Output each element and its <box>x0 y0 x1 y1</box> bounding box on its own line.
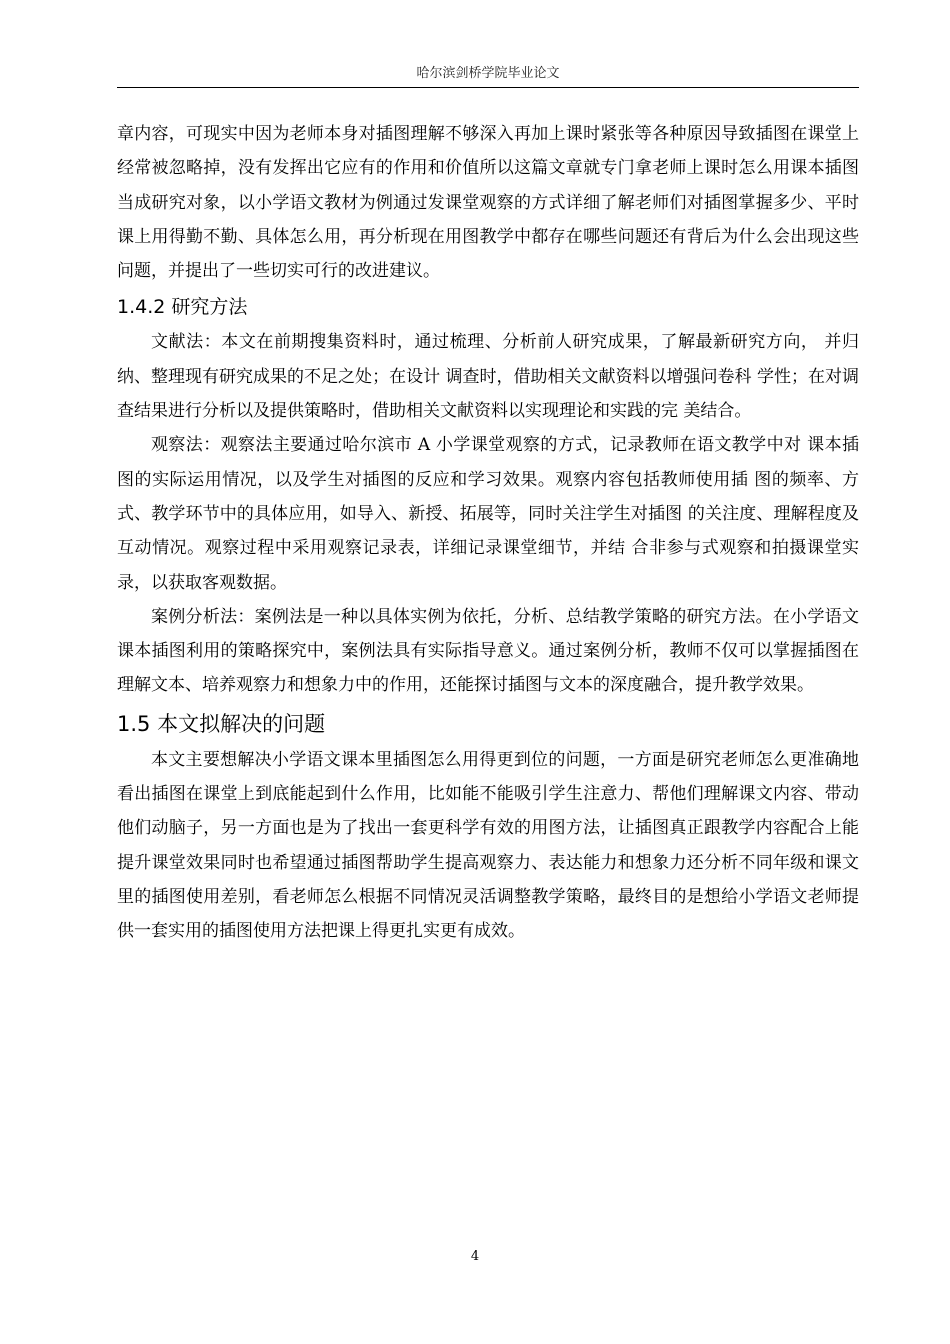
header-rule <box>117 87 859 88</box>
paragraph-case-method: 案例分析法：案例法是一种以具体实例为依托，分析、总结教学策略的研究方法。在小学语文课本插图利用的策略探究中，案例法具有实际指导意义。通过案例分析，教师不仅可以掌握插图在理解文本、培养观察力和想象力中的作用，还能探讨插图与文本的深度融合，提升教学效果。 <box>117 606 859 696</box>
paragraph-continued: 章内容，可现实中因为老师本身对插图理解不够深入再加上课时紧张等各种原因导致插图在课堂上经常被忽略掉，没有发挥出它应有的作用和价值所以这篇文章就专门拿老师上课时怎么用课本插图当成研究对象，以小学语文教材为例通过发课堂观察的方式详细了解老师们对插图掌握多少、平时课上用得勤不勤、具体怎么用，再分析现在用图教学中都存在哪些问题还有背后为什么会出现这些问题，并提出了一些切实可行的改进建议。 <box>117 124 859 282</box>
running-header: 哈尔滨剑桥学院毕业论文 <box>416 66 560 81</box>
page-number: 4 <box>470 1249 480 1264</box>
paragraph-observation-method: 观察法：观察法主要通过哈尔滨市 A 小学课堂观察的方式，记录教师在语文教学中对 课本插图的实际运用情况，以及学生对插图的反应和学习效果。观察内容包括教师使用插 图的频率、方式、教学环节中的具体应用，如导入、新授、拓展等，同时关注学生对插图 的关注度、理解程度及互动情况。观察过程中采用观察记录表，详细记录课堂细节，并结 合非参与式观察和拍摄课堂实录，以获取客观数据。 <box>117 435 859 593</box>
page-body <box>117 117 859 949</box>
section-heading-1-4-2: 1.4.2 研究方法 <box>117 296 248 319</box>
paragraph-literature-method: 文献法：本文在前期搜集资料时，通过梳理、分析前人研究成果，了解最新研究方向， 并归纳、整理现有研究成果的不足之处；在设计 调查时，借助相关文献资料以增强问卷科 学性；在对调查结果进行分析以及提供策略时，借助相关文献资料以实现理论和实践的完 美结合。 <box>117 332 859 422</box>
section-heading-1-5: 1.5 本文拟解决的问题 <box>117 711 326 736</box>
paragraph-problems: 本文主要想解决小学语文课本里插图怎么用得更到位的问题，一方面是研究老师怎么更准确地看出插图在课堂上到底能起到什么作用，比如能不能吸引学生注意力、帮他们理解课文内容、带动他们动脑子，另一方面也是为了找出一套更科学有效的用图方法，让插图真正跟教学内容配合上能提升课堂效果同时也希望通过插图帮助学生提高观察力、表达能力和想象力还分析不同年级和课文里的插图使用差别，看老师怎么根据不同情况灵活调整教学策略，最终目的是想给小学语文老师提供一套实用的插图使用方法把课上得更扎实更有成效。 <box>117 749 859 942</box>
